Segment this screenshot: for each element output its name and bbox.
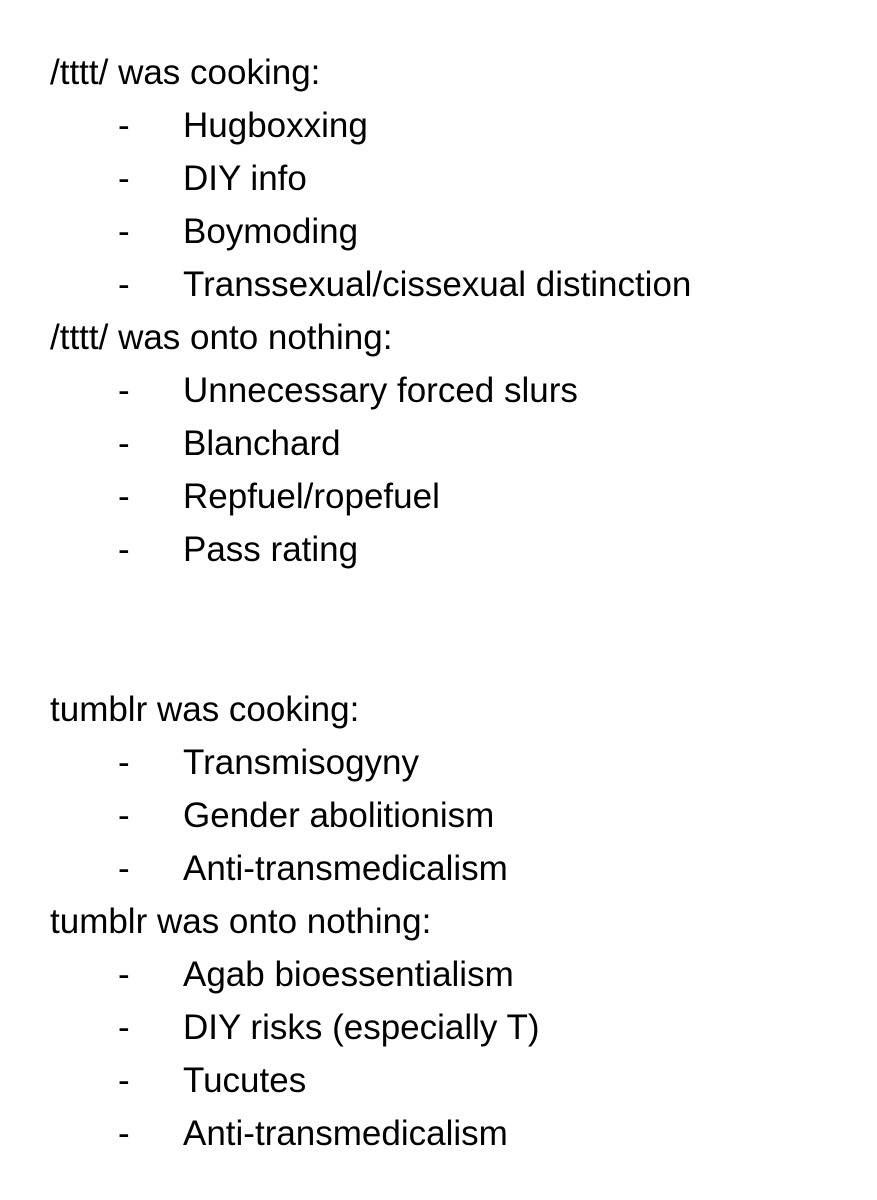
list-item-text: Tucutes	[183, 1061, 307, 1100]
bullet-dash: -	[118, 1061, 130, 1100]
bullet-dash: -	[118, 743, 130, 782]
list-item	[50, 205, 870, 258]
list-item-text: Gender abolitionism	[183, 796, 495, 835]
bullet-dash: -	[118, 371, 130, 410]
list-item-text: Agab bioessentialism	[183, 955, 514, 994]
bullet-dash: -	[118, 159, 130, 198]
bullet-dash: -	[118, 424, 130, 463]
bullet-dash: -	[118, 106, 130, 145]
list-item	[50, 948, 870, 1001]
section-tumblr-onto-nothing	[50, 895, 870, 1160]
bullet-dash: -	[118, 1008, 130, 1047]
bullet-dash: -	[118, 530, 130, 569]
list-item	[50, 789, 870, 842]
list-item-text: Transsexual/cissexual distinction	[183, 265, 692, 304]
bullet-dash: -	[118, 1114, 130, 1153]
list-item	[50, 99, 870, 152]
bullet-dash: -	[118, 955, 130, 994]
list-item	[50, 152, 870, 205]
section-heading: /tttt/ was onto nothing:	[50, 318, 393, 357]
list-item	[50, 258, 870, 311]
bullet-dash: -	[118, 212, 130, 251]
list-item	[50, 417, 870, 470]
bullet-dash: -	[118, 849, 130, 888]
list-item-text: Boymoding	[183, 212, 359, 251]
list-item-text: Anti-transmedicalism	[183, 849, 508, 888]
blank-gap	[50, 576, 870, 683]
list-item	[50, 1107, 870, 1160]
bullet-dash: -	[118, 265, 130, 304]
section-heading: tumblr was onto nothing:	[50, 902, 432, 941]
section-heading: tumblr was cooking:	[50, 690, 360, 729]
list-item	[50, 1054, 870, 1107]
list-item	[50, 736, 870, 789]
section-heading: /tttt/ was cooking:	[50, 53, 321, 92]
list-item-text: DIY info	[183, 159, 307, 198]
section-tumblr-cooking	[50, 683, 870, 895]
list-item-text: Repfuel/ropefuel	[183, 477, 440, 516]
list-item-text: Hugboxxing	[183, 106, 368, 145]
list-item	[50, 842, 870, 895]
list-item-text: DIY risks (especially T)	[183, 1008, 540, 1047]
list-item	[50, 1001, 870, 1054]
list-item-text: Transmisogyny	[183, 743, 419, 782]
section-tttt-onto-nothing	[50, 311, 870, 576]
document-body	[50, 46, 870, 1160]
bullet-dash: -	[118, 796, 130, 835]
list-item	[50, 523, 870, 576]
list-item	[50, 364, 870, 417]
list-item	[50, 470, 870, 523]
section-tttt-cooking	[50, 46, 870, 311]
bullet-dash: -	[118, 477, 130, 516]
list-item-text: Blanchard	[183, 424, 341, 463]
list-item-text: Pass rating	[183, 530, 359, 569]
list-item-text: Anti-transmedicalism	[183, 1114, 508, 1153]
list-item-text: Unnecessary forced slurs	[183, 371, 578, 410]
